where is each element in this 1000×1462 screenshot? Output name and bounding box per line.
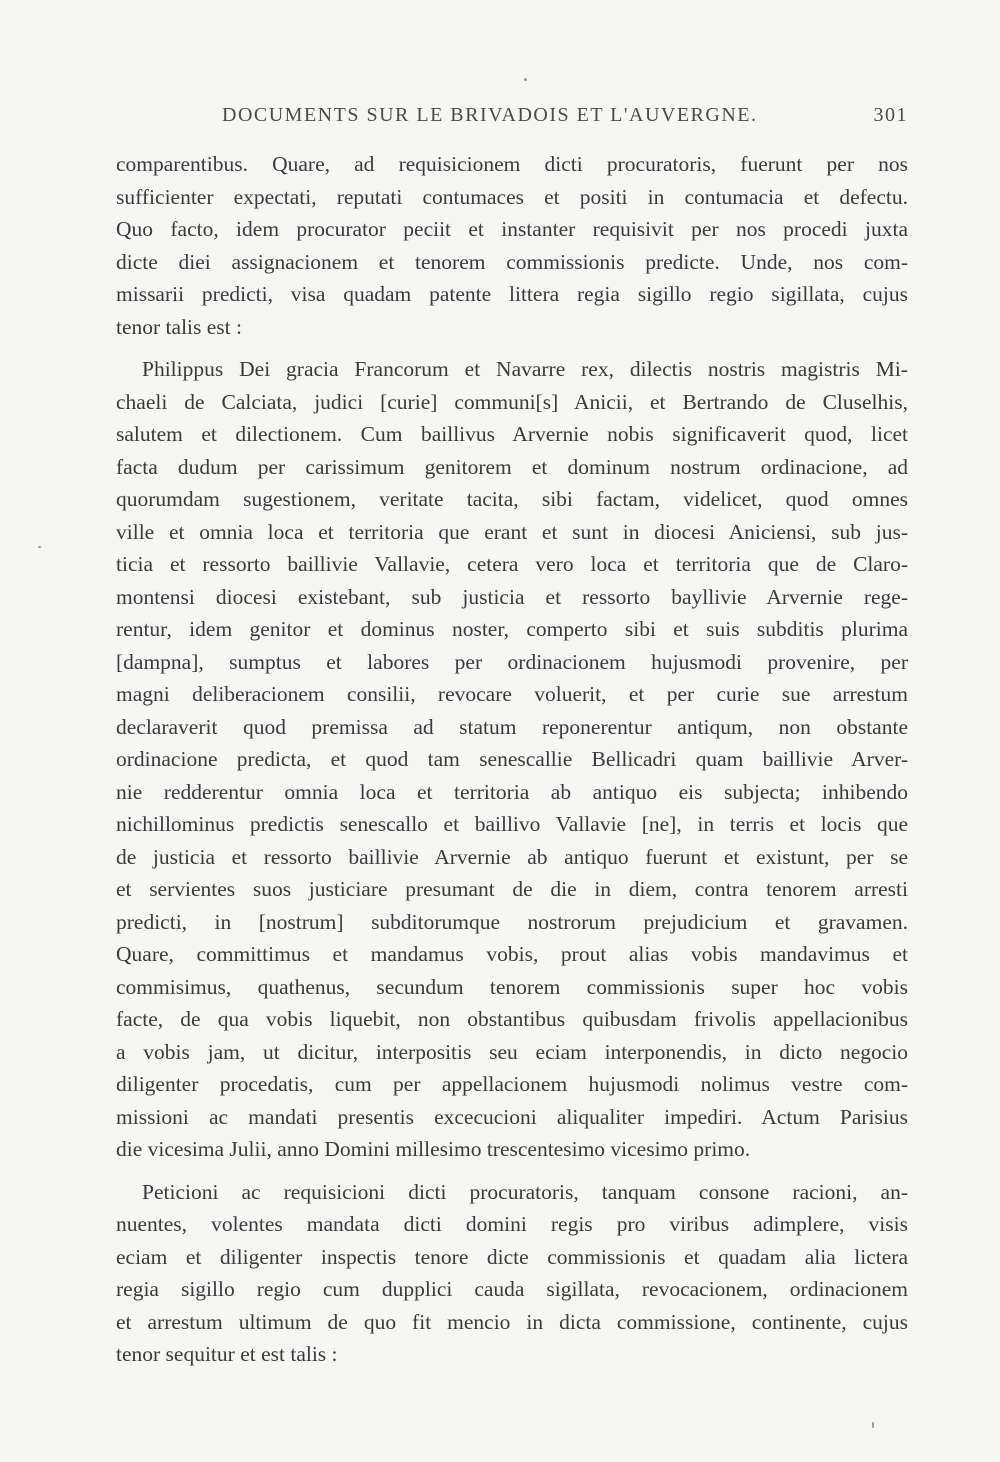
text-line: ville et omnia loca et territoria que erant et sunt in diocesi Aniciensi, sub jus-	[116, 519, 908, 544]
text-line: regia sigillo regio cum dupplici cauda sigillata, revocacionem, ordinacionem	[116, 1277, 908, 1301]
text-line: nuentes, volentes mandata dicti domini regis pro viribus adimplere, visis	[116, 1212, 908, 1236]
text-line: predicti, in [nostrum] subditorumque nostrorum prejudicium et gravamen.	[116, 909, 908, 934]
text-line: facte, de qua vobis liquebit, non obstantibus quibusdam frivolis appellacionibus	[116, 1007, 908, 1031]
paper-speck	[524, 78, 527, 81]
text-line: facta dudum per carissimum genitorem et dominum nostrum ordinacione, ad	[116, 454, 908, 479]
text-line: tenor sequitur et est talis :	[116, 1342, 338, 1366]
text-line: de justicia et ressorto baillivie Arvernie ab antiquo fuerunt et existunt, per se	[116, 844, 908, 869]
text-line: a vobis jam, ut dicitur, interpositis seu eciam interponendis, in dicto negocio	[116, 1039, 908, 1064]
text-line: eciam et diligenter inspectis tenore dicte commissionis et quadam alia lictera	[116, 1244, 908, 1269]
paper-speck	[872, 1422, 874, 1428]
text-line: dicte diei assignacionem et tenorem commissionis predicte. Unde, nos com-	[116, 249, 908, 274]
text-line: Peticioni ac requisicioni dicti procuratoris, tanquam consone racioni, an-	[142, 1179, 908, 1204]
text-line: missioni ac mandati presentis excecucioni aliqualiter impediri. Actum Parisius	[116, 1104, 908, 1129]
text-line: montensi diocesi existebant, sub justicia et ressorto bayllivie Arvernie rege-	[116, 584, 908, 609]
paragraph	[116, 1176, 908, 1371]
text-line: et arrestum ultimum de quo fit mencio in dicta commissione, continente, cujus	[116, 1309, 908, 1334]
text-line: sufficienter expectati, reputati contumaces et positi in contumacia et defectu.	[116, 184, 908, 209]
text-line: comparentibus. Quare, ad requisicionem dicti procuratoris, fuerunt per nos	[116, 152, 908, 176]
running-head	[116, 104, 908, 140]
text-line: magni deliberacionem consilii, revocare voluerit, et per curie sue arrestum	[116, 682, 908, 706]
text-line: chaeli de Calciata, judici [curie] communi[s] Anicii, et Bertrando de Cluselhis,	[116, 389, 908, 414]
text-line: rentur, idem genitor et dominus noster, comperto sibi et suis subditis plurima	[116, 617, 908, 641]
text-line: declaraverit quod premissa ad statum reponerentur antiqum, non obstante	[116, 714, 908, 739]
paragraph	[116, 353, 908, 1166]
running-head-title: DOCUMENTS SUR LE BRIVADOIS ET L'AUVERGNE.	[222, 104, 758, 126]
paper-speck	[38, 546, 41, 548]
text-line: Quare, committimus et mandamus vobis, prout alias vobis mandavimus et	[116, 942, 908, 966]
page-number: 301	[873, 104, 908, 126]
text-line: nichillominus predictis senescallo et baillivo Vallavie [ne], in terris et locis que	[116, 812, 908, 836]
text-line: [dampna], sumptus et labores per ordinacionem hujusmodi provenire, per	[116, 649, 908, 674]
paragraph	[116, 148, 908, 343]
text-line: die vicesima Julii, anno Domini millesimo trescentesimo vicesimo primo.	[116, 1137, 751, 1161]
text-line: Quo facto, idem procurator peciit et instanter requisivit per nos procedi juxta	[116, 217, 908, 241]
text-line: ticia et ressorto baillivie Vallavie, cetera vero loca et territoria que de Claro-	[116, 552, 908, 576]
text-line: quorumdam sugestionem, veritate tacita, sibi factam, videlicet, quod omnes	[116, 487, 908, 511]
text-line: Philippus Dei gracia Francorum et Navarre rex, dilectis nostris magistris Mi-	[142, 357, 908, 381]
text-line: tenor talis est :	[116, 314, 242, 339]
text-line: commisimus, quathenus, secundum tenorem commissionis super hoc vobis	[116, 974, 908, 999]
text-line: missarii predicti, visa quadam patente littera regia sigillo regio sigillata, cujus	[116, 282, 908, 306]
text-line: nie redderentur omnia loca et territoria ab antiquo eis subjecta; inhibendo	[116, 779, 908, 804]
body-text	[116, 148, 908, 1381]
text-line: ordinacione predicta, et quod tam senescallie Bellicadri quam baillivie Arver-	[116, 747, 908, 771]
text-line: diligenter procedatis, cum per appellacionem hujusmodi nolimus vestre com-	[116, 1072, 908, 1096]
text-line: et servientes suos justiciare presumant de die in diem, contra tenorem arresti	[116, 877, 908, 901]
text-line: salutem et dilectionem. Cum baillivus Arvernie nobis significaverit quod, licet	[116, 422, 908, 446]
